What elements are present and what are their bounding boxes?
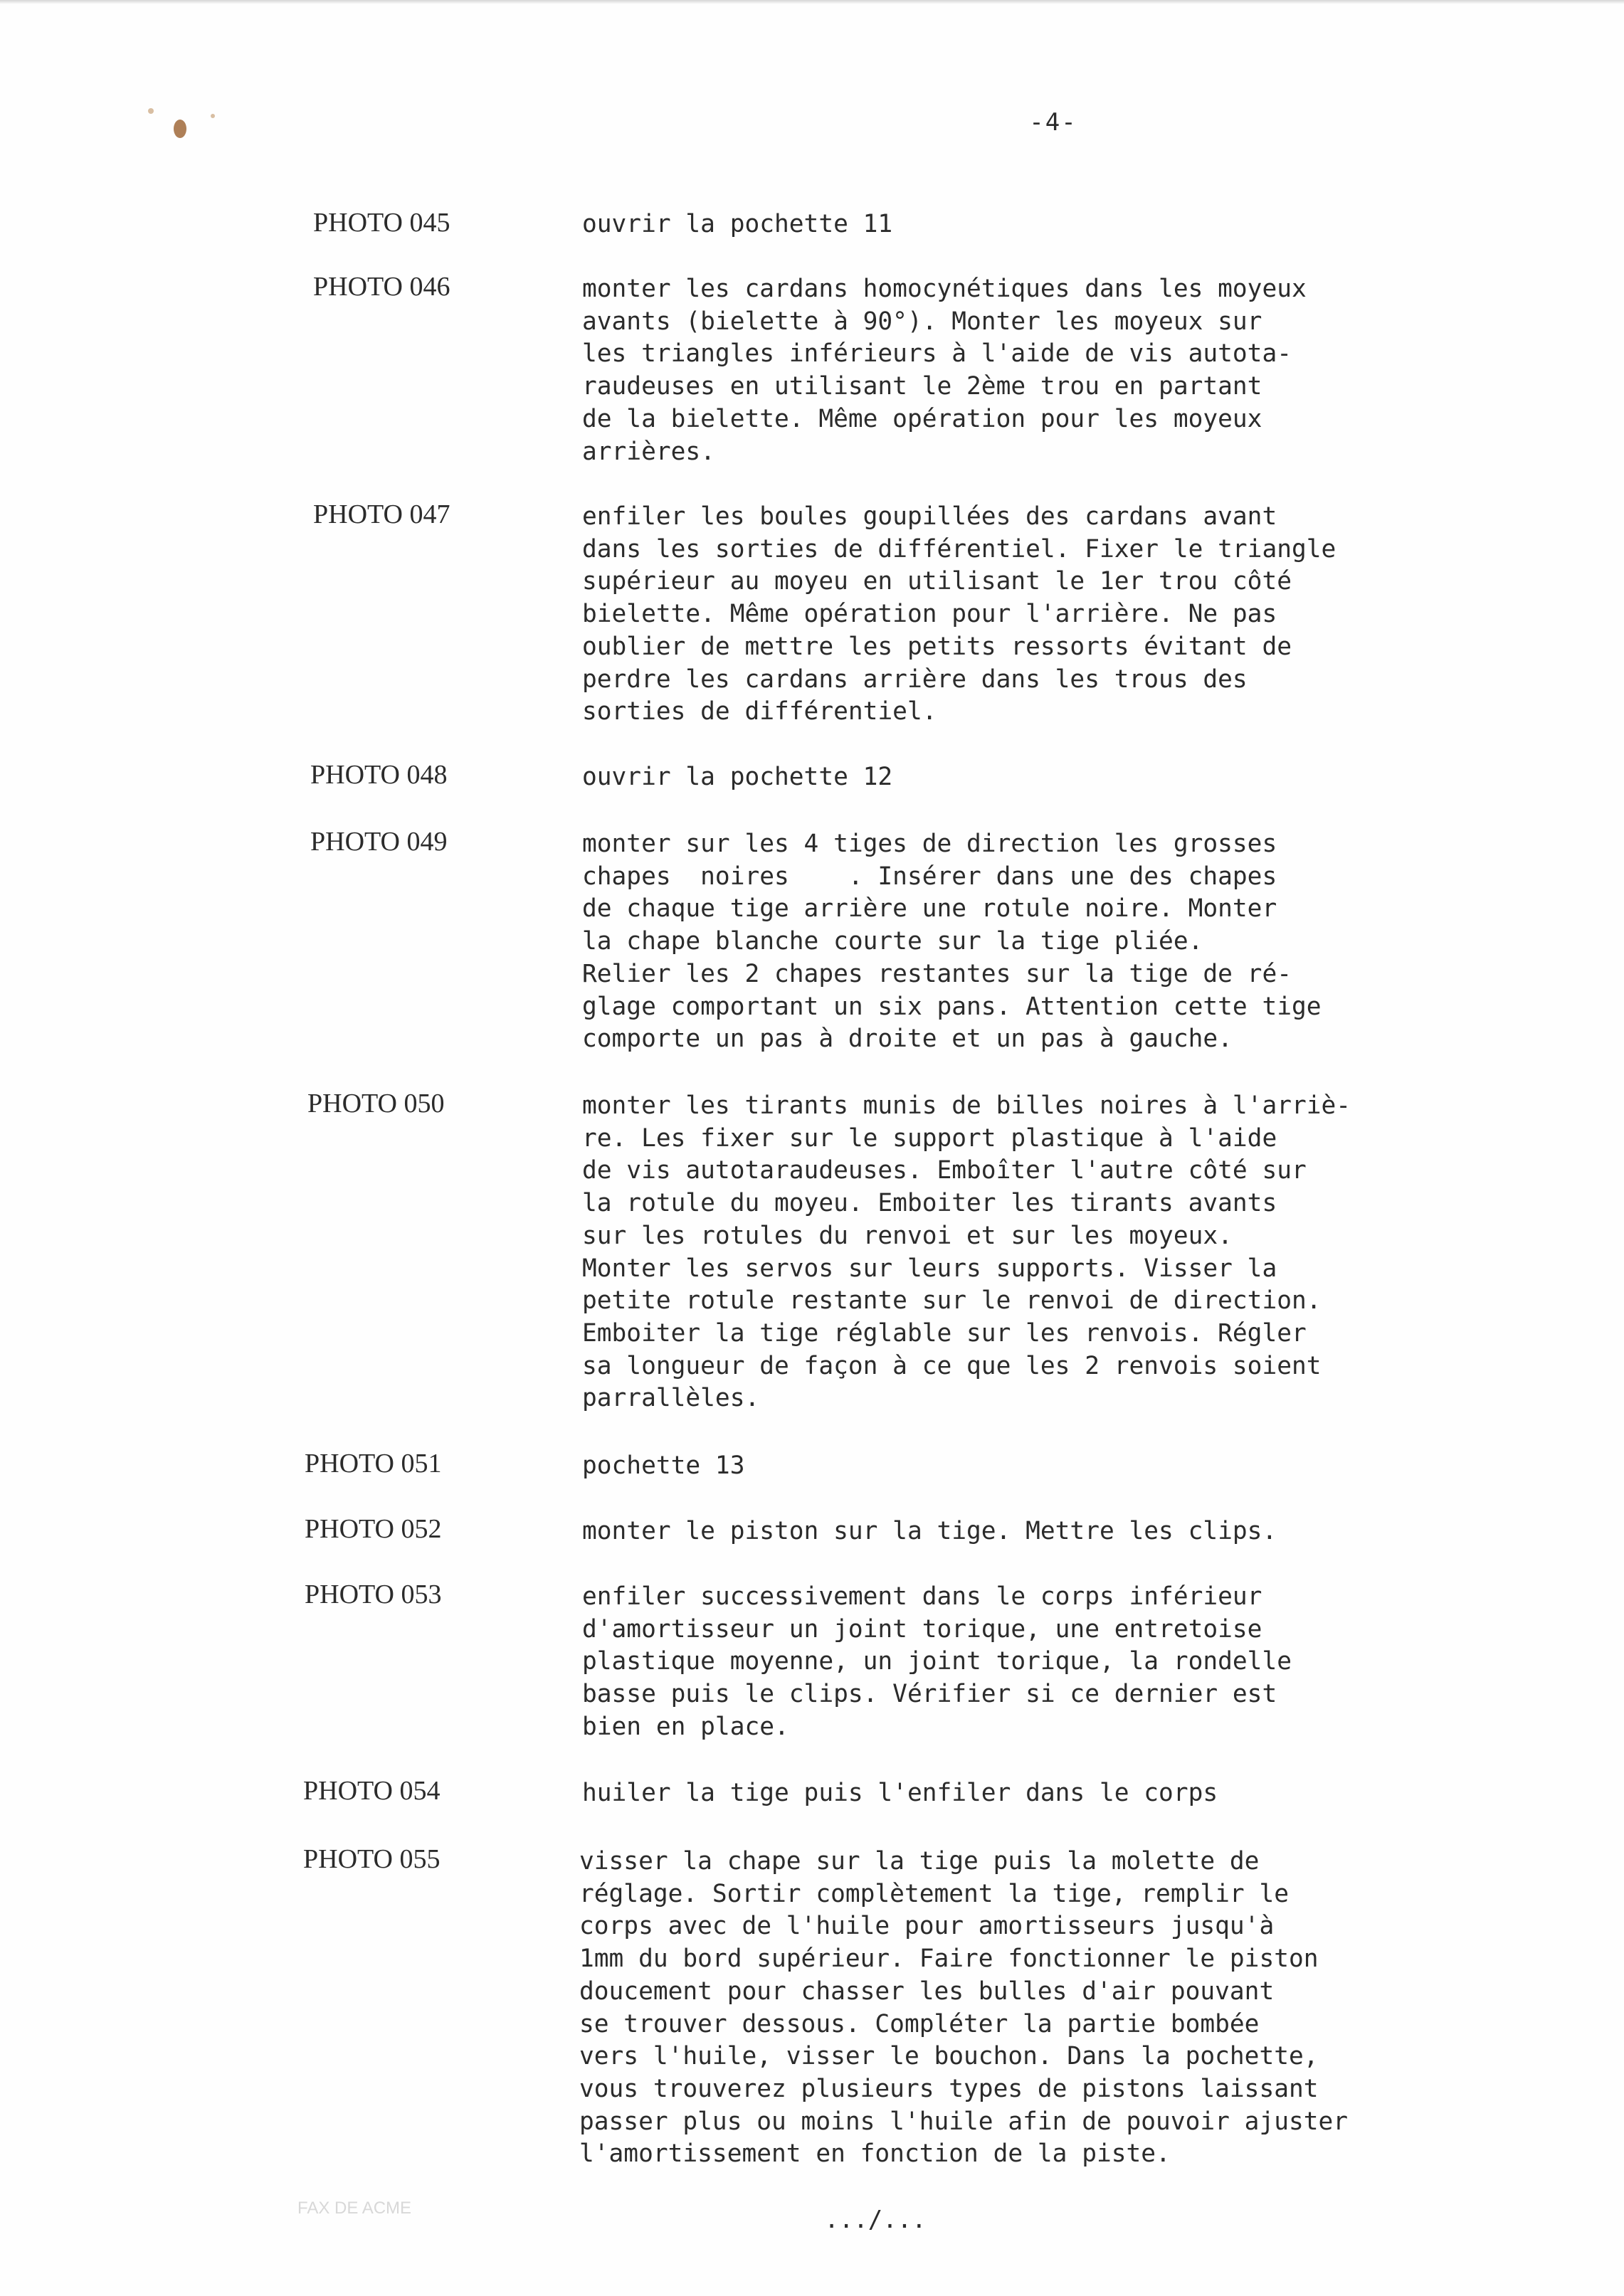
entry-label: PHOTO 052 [305,1514,442,1544]
entry-label: PHOTO 049 [310,827,448,857]
entry-label: PHOTO 047 [313,499,450,529]
continuation-marker: .../... [824,2206,927,2234]
entry-text: monter sur les 4 tiges de direction les grosses chapes noires . Insérer dans une des chapes de chaque tige arrière une rotule noire. Monter la chape blanche courte sur la tige pliée. Relier les 2 chapes restantes sur la tige de ré- glage comportant un six pans. Attention cette tige comporte un pas à droite et un pas à gauche. [582,830,1322,1054]
entry-text: pochette 13 [582,1451,745,1480]
entry-text: ouvrir la pochette 11 [582,210,893,238]
entry-label: PHOTO 054 [303,1776,441,1806]
entry-label: PHOTO 055 [303,1844,441,1874]
entry-text: visser la chape sur la tige puis la molette de réglage. Sortir complètement la tige, remplir le corps avec de l'huile pour amortisseurs jusqu'à 1mm du bord supérieur. Faire fonctionner le piston doucement pour chasser les bulles d'air pouvant se trouver dessous. Compléter la partie bombée vers l'huile, visser le bouchon. Dans la pochette, vous trouverez plusieurs types de pistons laissant passer plus ou moins l'huile afin de pouvoir ajuster l'amortissement en fonction de la piste. [579,1847,1349,2169]
entry-text: monter le piston sur la tige. Mettre les clips. [582,1517,1277,1545]
scan-edge [0,0,1624,4]
entry-label: PHOTO 045 [313,208,450,238]
entry-label: PHOTO 051 [305,1449,442,1478]
entry-text: huiler la tige puis l'enfiler dans le corps [582,1779,1218,1807]
ink-stain [174,120,186,138]
entry-label: PHOTO 053 [305,1580,442,1609]
entry-label: PHOTO 048 [310,760,448,790]
ink-speck [148,108,154,114]
ink-speck [211,114,215,118]
entry-text: monter les cardans homocynétiques dans les moyeux avants (bielette à 90°). Monter les moyeux sur les triangles inférieurs à l'aide de vis autota- raudeuses en utilisant le 2ème trou en partant de la bielette. Même opération pour les moyeux arrières. [582,275,1307,466]
entry-text: ouvrir la pochette 12 [582,763,893,791]
entry-label: PHOTO 050 [307,1089,445,1118]
faint-stamp: FAX DE ACME [297,2199,412,2218]
entry-text: enfiler les boules goupillées des cardans avant dans les sorties de différentiel. Fixer le triangle supérieur au moyeu en utilisant le 1er trou côté bielette. Même opération pour l'arrière. Ne pas oublier de mettre les petits ressorts évitant de perdre les cardans arrière dans les trous des sorties de différentiel. [582,502,1336,726]
entry-text: enfiler successivement dans le corps inférieur d'amortisseur un joint torique, une entretoise plastique moyenne, un joint torique, la rondelle basse puis le clips. Vérifier si ce dernier est bien en place. [582,1582,1292,1741]
page-number: -4- [1029,108,1077,137]
entry-label: PHOTO 046 [313,272,450,302]
entry-text: monter les tirants munis de billes noires à l'arriè- re. Les fixer sur le support plastique à l'aide de vis autotaraudeuses. Emboîter l'autre côté sur la rotule du moyeu. Emboiter les tirants avants sur les rotules du renvoi et sur les moyeux. Monter les servos sur leurs supports. Visser la petite rotule restante sur le renvoi de direction. Emboiter la tige réglable sur les renvois. Régler sa longueur de façon à ce que les 2 renvois soient parrallèles. [582,1091,1351,1413]
